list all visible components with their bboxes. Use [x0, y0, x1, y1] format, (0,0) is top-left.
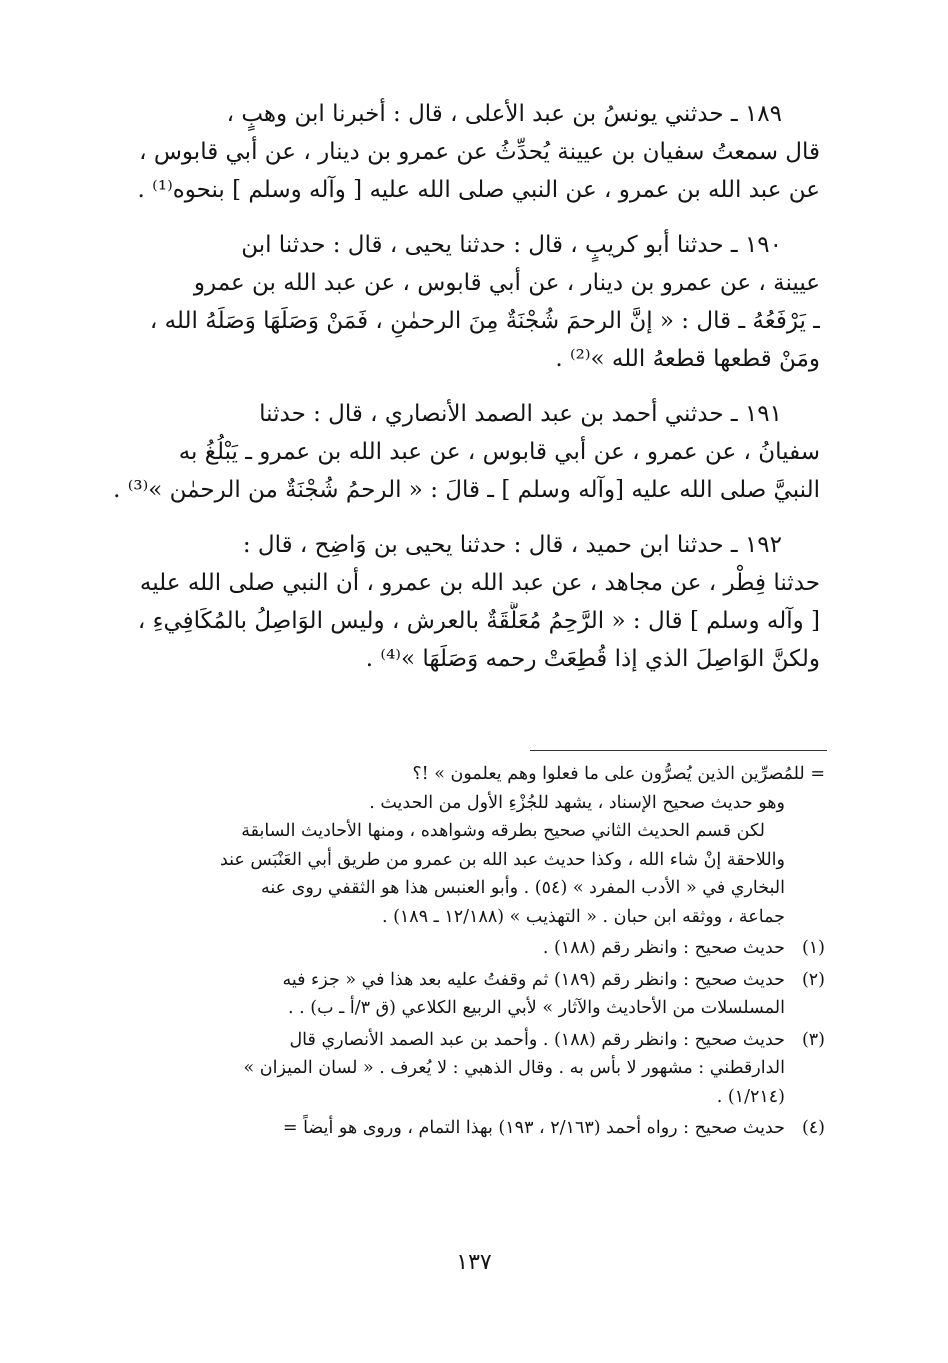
- note-line: حديث صحيح : وانظر رقم (١٨٩) ثم وقفتُ عليه بعد هذا في « جزء فيه: [282, 969, 785, 990]
- footnote-3: [90, 1026, 825, 1112]
- hadith-189: [112, 95, 820, 209]
- text-line: [ وآله وسلم ] قال : « الرَّحِمُ مُعَلَّقَةٌ بالعرش ، وليس الوَاصِلُ بالمُكَافِيءِ ،: [137, 608, 820, 634]
- footnote-4: [90, 1114, 825, 1143]
- note-line: حديث صحيح : وانظر رقم (١٨٨) .: [542, 938, 785, 958]
- hadith-192: [112, 526, 820, 678]
- main-text: [112, 95, 820, 695]
- note-line: حديث صحيح : وانظر رقم (١٨٨) . وأحمد بن عبد الصمد الأنصاري قال: [289, 1029, 785, 1050]
- text-line: حدثنا فِطْر ، عن مجاهد ، عن عبد الله بن عمرو ، أن النبي صلى الله عليه: [139, 570, 820, 596]
- hadith-190: [112, 226, 820, 378]
- note-line: البخاري في « الأدب المفرد » (٥٤) . وأبو العنبس هذا هو الثقفي روى عنه: [260, 878, 785, 898]
- footnote-2: [90, 966, 825, 1023]
- note-line: جماعة ، ووثقه ابن حبان . « التهذيب » (١٢/١٨٨ ـ ١٨٩) .: [381, 906, 785, 927]
- text-line: قال سمعتُ سفيان بن عيينة يُحدِّثُ عن عمرو بن دينار ، عن أبي قابوس ،: [139, 139, 820, 165]
- note-line: المسلسلات من الأحاديث والآثار » لأبي الربيع الكلاعي (ق ٣/أ ـ ب) . .: [288, 998, 785, 1018]
- note-line: حديث صحيح : رواه أحمد (٢/١٦٣ ، ١٩٣) بهذا التمام ، وروى هو أيضاً =: [282, 1118, 785, 1138]
- text-line: عيينة ، عن عمرو بن دينار ، عن أبي قابوس ، عن عبد الله بن عمرو: [193, 270, 820, 296]
- text-line: ١٩١ ـ حدثني أحمد بن عبد الصمد الأنصاري ، قال : حدثنا: [259, 401, 782, 427]
- note-line: وهو حديث صحيح الإسناد ، يشهد للجُزْءِ الأول من الحديث .: [369, 792, 785, 813]
- footnote-number: (٤): [801, 1118, 825, 1138]
- note-line: الدارقطني : مشهور لا بأس به . وقال الذهبي : لا يُعرف . « لسان الميزان »: [243, 1058, 785, 1078]
- text-line: عن عبد الله بن عمرو ، عن النبي صلى الله عليه [ وآله وسلم ] بنحوه⁽¹⁾ .: [137, 177, 820, 203]
- text-line: ومَنْ قطعها قطعهُ الله »⁽²⁾ .: [555, 346, 820, 372]
- text-line: ـ يَرْفَعُهُ ـ قال : « إنَّ الرحمَ شُجْنَةٌ مِنَ الرحمٰنِ ، فَمَنْ وَصَلَهَا وَصَلَهُ الله ،: [149, 308, 820, 334]
- footnote-continuation: [90, 760, 825, 931]
- note-line: واللاحقة إنْ شاء الله ، وكذا حديث عبد الله بن عمرو من طريق أبي العَنْبَس عند: [219, 849, 785, 870]
- text-line: النبيَّ صلى الله عليه [وآله وسلم ] ـ قالَ : « الرحمُ شُجْنَةٌ من الرحمٰن »⁽³⁾ .: [113, 477, 820, 503]
- page-number: ١٣٧: [456, 1250, 492, 1275]
- hadith-191: [112, 395, 820, 509]
- footnote-number: (٢): [801, 969, 825, 990]
- note-line: لكن قسم الحديث الثاني صحيح بطرقه وشواهده ، ومنها الأحاديث السابقة: [241, 821, 765, 841]
- note-line: (١/٢١٤) .: [716, 1086, 785, 1107]
- text-line: سفيانُ ، عن عمرو ، عن أبي قابوس ، عن عبد الله بن عمرو ـ يَبْلُغُ به: [178, 439, 820, 465]
- footnote-1: [90, 934, 825, 963]
- text-line: ١٨٩ ـ حدثني يونسُ بن عبد الأعلى ، قال : أخبرنا ابن وهبٍ ،: [226, 101, 782, 127]
- text-line: ١٩٢ ـ حدثنا ابن حميد ، قال : حدثنا يحيى بن وَاضِح ، قال :: [242, 532, 782, 558]
- note-line: = للمُصرِّين الذين يُصرُّون على ما فعلوا وهم يعلمون » !؟: [412, 764, 825, 784]
- text-line: ١٩٠ ـ حدثنا أبو كريبٍ ، قال : حدثنا يحيى ، قال : حدثنا ابن: [241, 232, 782, 258]
- footnote-number: (٣): [801, 1029, 825, 1050]
- text-line: ولكنَّ الوَاصِلَ الذي إذا قُطِعَتْ رحمه وَصَلَهَا »⁽⁴⁾ .: [365, 646, 820, 672]
- footnote-number: (١): [801, 938, 825, 958]
- footnote-separator: [530, 750, 827, 751]
- footnotes-section: [90, 760, 825, 1143]
